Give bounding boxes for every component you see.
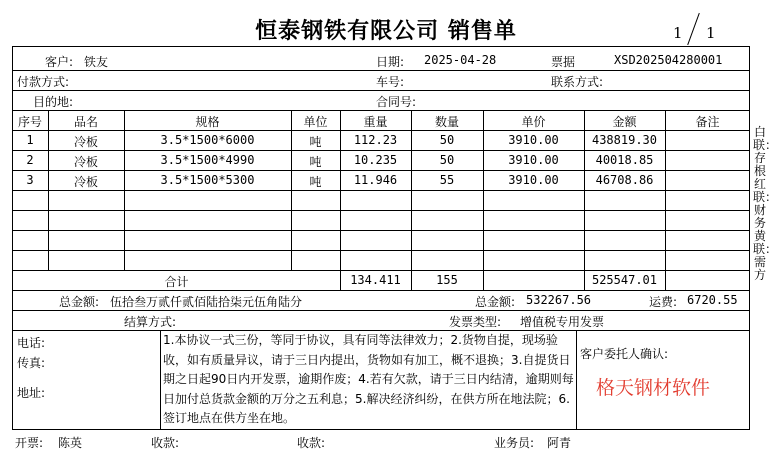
col-header-qty: 数量 xyxy=(434,115,459,129)
total-words-label: 总金额: xyxy=(59,295,100,309)
table-horizontal-rule xyxy=(12,290,750,291)
agreement-terms: 1.本协议一式三份，等同于协议，具有同等法律效力；2.货物自提，现场验收，如有质量异议，请于三日内提出，货物如有加工，概不退换；3.自提货日期之日起90日内开发票，逾期作废；4.若有欠款，请于三日内结清，逾期则每日加付总货款金额的万分之五利息；5.解决经济纠纷，在供方所在地法院；6.签订地点在供方坐在地。 xyxy=(163,333,574,425)
salesperson-value: 阿青 xyxy=(547,436,572,450)
table-horizontal-rule xyxy=(12,310,750,311)
phone-label: 电话: xyxy=(17,336,46,350)
table-horizontal-rule xyxy=(12,90,750,91)
col-header-spec: 规格 xyxy=(195,115,220,129)
table-row-qty: 50 xyxy=(439,133,455,147)
table-horizontal-rule xyxy=(12,110,750,111)
col-header-price: 单价 xyxy=(521,115,546,129)
table-row-name: 冷板 xyxy=(73,175,98,189)
table-row-spec: 3.5*1500*6000 xyxy=(160,133,255,147)
col-header-amount: 金额 xyxy=(612,115,637,129)
receipt-number: XSD202504280001 xyxy=(614,53,723,67)
copy-distribution-note: 白联：存根 红联：财务 黄联：需方 xyxy=(753,125,777,282)
document-title: 恒泰钢铁有限公司 销售单 xyxy=(255,18,517,44)
table-horizontal-rule xyxy=(12,250,750,251)
contact-method-label: 联系方式: xyxy=(551,75,604,89)
issuer-value: 陈英 xyxy=(58,436,83,450)
date-label: 日期: xyxy=(376,55,405,69)
customer-value: 铁友 xyxy=(84,55,109,69)
table-row-amount: 40018.85 xyxy=(595,153,654,167)
table-row-amount: 438819.30 xyxy=(591,133,658,147)
table-row-no: 3 xyxy=(26,173,34,187)
software-watermark: 格天钢材软件 xyxy=(596,377,711,399)
customer-label: 客户: xyxy=(45,55,74,69)
table-row-unit: 吨 xyxy=(309,155,322,169)
table-row-qty: 50 xyxy=(439,153,455,167)
table-row-weight: 11.946 xyxy=(353,173,398,187)
date-value: 2025-04-28 xyxy=(424,53,497,67)
settlement-method-label: 结算方式: xyxy=(124,315,177,329)
receipt-label-2: 收款: xyxy=(297,436,326,450)
contract-number-label: 合同号: xyxy=(376,95,417,109)
table-vertical-rule xyxy=(576,330,577,430)
table-horizontal-rule xyxy=(12,210,750,211)
table-row-spec: 3.5*1500*5300 xyxy=(160,173,255,187)
destination-label: 目的地: xyxy=(33,95,74,109)
table-horizontal-rule xyxy=(12,150,750,151)
col-header-weight: 重量 xyxy=(363,115,388,129)
col-header-note: 备注 xyxy=(695,115,720,129)
col-header-name: 品名 xyxy=(73,115,98,129)
customer-confirm-label: 客户委托人确认: xyxy=(580,347,669,361)
table-row-weight: 10.235 xyxy=(353,153,398,167)
subtotal-weight: 134.411 xyxy=(350,273,401,287)
table-row-name: 冷板 xyxy=(73,135,98,149)
invoice-type-label: 发票类型: xyxy=(449,315,502,329)
page-current: 1 xyxy=(673,24,683,42)
table-horizontal-rule xyxy=(12,70,750,71)
table-row-unit: 吨 xyxy=(309,135,322,149)
issuer-label: 开票: xyxy=(15,436,44,450)
total-amount-label: 总金额: xyxy=(475,295,516,309)
page-total: 1 xyxy=(706,24,716,42)
fax-label: 传真: xyxy=(17,356,46,370)
receipt-label-1: 收款: xyxy=(151,436,180,450)
table-row-no: 1 xyxy=(26,133,34,147)
payment-method-label: 付款方式: xyxy=(17,75,70,89)
car-number-label: 车号: xyxy=(376,75,405,89)
table-row-price: 3910.00 xyxy=(508,133,559,147)
table-vertical-rule xyxy=(160,330,161,430)
subtotal-label: 合计 xyxy=(164,275,189,289)
table-horizontal-rule xyxy=(12,170,750,171)
table-horizontal-rule xyxy=(12,230,750,231)
table-row-no: 2 xyxy=(26,153,34,167)
subtotal-qty: 155 xyxy=(436,273,458,287)
address-label: 地址: xyxy=(17,386,46,400)
table-horizontal-rule xyxy=(12,270,750,271)
invoice-type-value: 增值税专用发票 xyxy=(520,315,605,329)
table-row-price: 3910.00 xyxy=(508,173,559,187)
total-amount-value: 532267.56 xyxy=(526,293,592,307)
table-vertical-rule xyxy=(665,110,666,290)
freight-value: 6720.55 xyxy=(687,293,738,307)
table-horizontal-rule xyxy=(12,130,750,131)
subtotal-amount: 525547.01 xyxy=(591,273,658,287)
table-row-price: 3910.00 xyxy=(508,153,559,167)
receipt-label: 票据 xyxy=(551,55,576,69)
table-row-amount: 46708.86 xyxy=(595,173,654,187)
table-row-weight: 112.23 xyxy=(353,133,398,147)
table-row-qty: 55 xyxy=(439,173,455,187)
total-words-value: 伍拾叁万贰仟贰佰陆拾柒元伍角陆分 xyxy=(110,295,303,309)
freight-label: 运费: xyxy=(649,295,678,309)
salesperson-label: 业务员: xyxy=(494,436,535,450)
col-header-no: 序号 xyxy=(17,115,42,129)
table-row-name: 冷板 xyxy=(73,155,98,169)
col-header-unit: 单位 xyxy=(303,115,328,129)
table-row-unit: 吨 xyxy=(309,175,322,189)
table-row-spec: 3.5*1500*4990 xyxy=(160,153,255,167)
table-horizontal-rule xyxy=(12,190,750,191)
